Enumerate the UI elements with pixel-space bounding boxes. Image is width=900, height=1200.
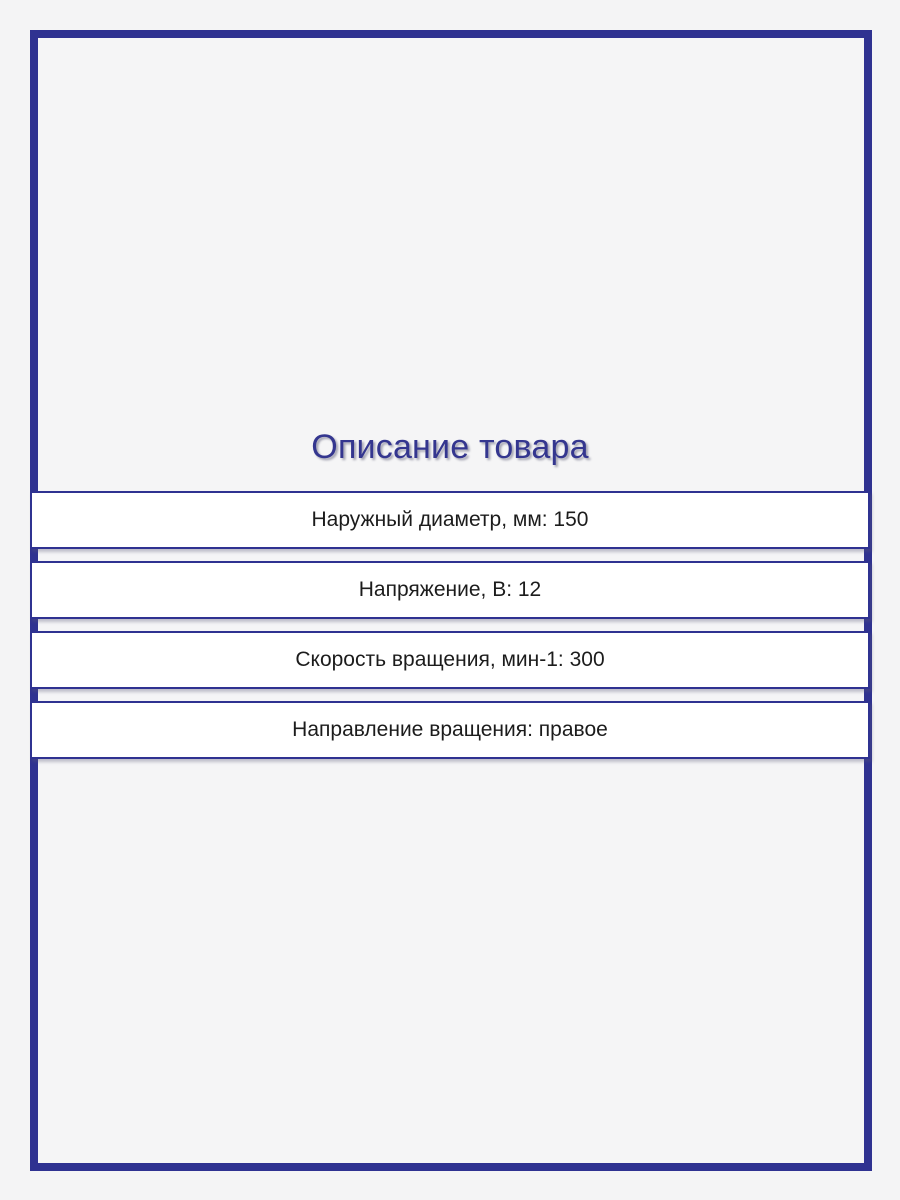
spec-row-voltage: Напряжение, В: 12	[30, 561, 870, 619]
spec-row-outer-diameter: Наружный диаметр, мм: 150	[30, 491, 870, 549]
spec-row-rotation-direction: Направление вращения: правое	[30, 701, 870, 759]
section-title: Описание товара	[311, 428, 589, 466]
spec-row-rotation-speed: Скорость вращения, мин-1: 300	[30, 631, 870, 689]
